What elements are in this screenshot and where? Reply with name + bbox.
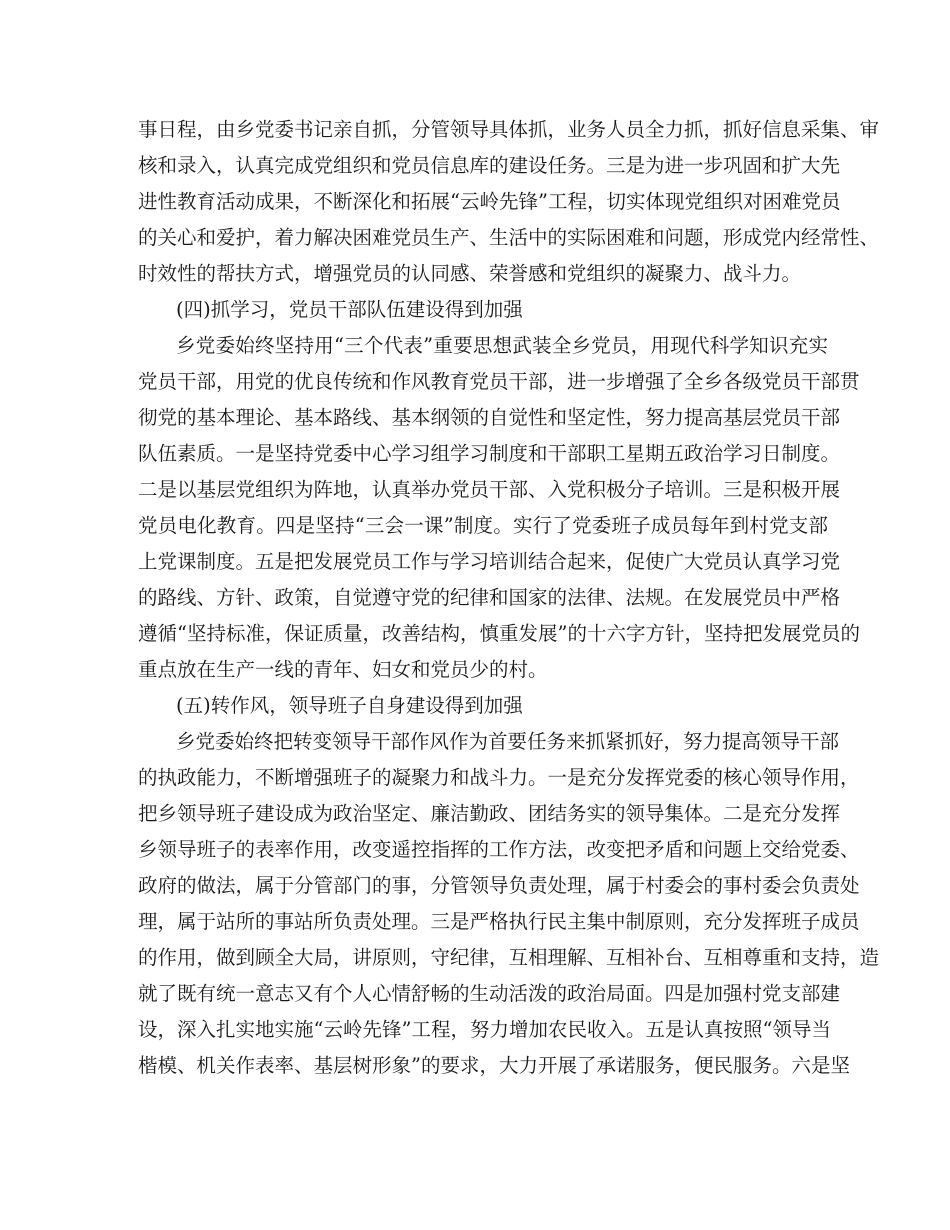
text-line: 乡领导班子的表率作用，改变遥控指挥的工作方法，改变把矛盾和问题上交给党委、 xyxy=(138,838,860,861)
text-line: 重点放在生产一线的青年、妇女和党员少的村。 xyxy=(138,658,548,681)
text-line: 二是以基层党组织为阵地，认真举办党员干部、入党积极分子培训。三是积极开展 xyxy=(138,478,841,501)
text-line: 楷模、机关作表率、基层树形象”的要求，大力开展了承诺服务，便民服务。六是坚 xyxy=(138,1054,850,1077)
text-line: 设，深入扎实地实施“云岭先锋”工程，努力增加农民收入。五是认真按照“领导当 xyxy=(138,1018,831,1041)
text-line: 上党课制度。五是把发展党员工作与学习培训结合起来，促使广大党员认真学习党 xyxy=(138,550,841,573)
text-line: 的作用，做到顾全大局，讲原则，守纪律，互相理解、互相补台、互相尊重和支持，造 xyxy=(138,946,880,969)
text-line: 进性教育活动成果，不断深化和拓展“云岭先锋”工程，切实体现党组织对困难党员 xyxy=(138,190,841,213)
text-line: 乡党委始终把转变领导干部作风作为首要任务来抓紧抓好，努力提高领导干部 xyxy=(176,730,840,753)
text-line: 的关心和爱护，着力解决困难党员生产、生活中的实际困难和问题，形成党内经常性、 xyxy=(138,226,880,249)
section-heading: (四)抓学习，党员干部队伍建设得到加强 xyxy=(176,298,523,321)
text-line: 党员电化教育。四是坚持“三会一课”制度。实行了党委班子成员每年到村党支部 xyxy=(138,514,828,537)
text-line: 的执政能力，不断增强班子的凝聚力和战斗力。一是充分发挥党委的核心领导作用， xyxy=(138,766,860,789)
text-line: 遵循“坚持标准，保证质量，改善结构，慎重发展”的十六字方针，坚持把发展党员的 xyxy=(138,622,860,645)
text-line: 理，属于站所的事站所负责处理。三是严格执行民主集中制原则，充分发挥班子成员 xyxy=(138,910,860,933)
text-line: 核和录入，认真完成党组织和党员信息库的建设任务。三是为进一步巩固和扩大先 xyxy=(138,154,841,177)
text-line: 就了既有统一意志又有个人心情舒畅的生动活泼的政治局面。四是加强村党支部建 xyxy=(138,982,841,1005)
text-line: 彻党的基本理论、基本路线、基本纲领的自觉性和坚定性，努力提高基层党员干部 xyxy=(138,406,841,429)
text-line: 党员干部，用党的优良传统和作风教育党员干部，进一步增强了全乡各级党员干部贯 xyxy=(138,370,860,393)
text-line: 队伍素质。一是坚持党委中心学习组学习制度和干部职工星期五政治学习日制度。 xyxy=(138,442,841,465)
text-line: 事日程，由乡党委书记亲自抓，分管领导具体抓，业务人员全力抓，抓好信息采集、审 xyxy=(138,118,880,141)
text-line: 乡党委始终坚持用“三个代表”重要思想武装全乡党员，用现代科学知识充实 xyxy=(176,334,828,357)
text-line: 把乡领导班子建设成为政治坚定、廉洁勤政、团结务实的领导集体。二是充分发挥 xyxy=(138,802,841,825)
text-line: 政府的做法，属于分管部门的事，分管领导负责处理，属于村委会的事村委会负责处 xyxy=(138,874,860,897)
text-line: 的路线、方针、政策，自觉遵守党的纪律和国家的法律、法规。在发展党员中严格 xyxy=(138,586,841,609)
text-line: 时效性的帮扶方式，增强党员的认同感、荣誉感和党组织的凝聚力、战斗力。 xyxy=(138,262,802,285)
section-heading: (五)转作风，领导班子自身建设得到加强 xyxy=(176,694,523,717)
